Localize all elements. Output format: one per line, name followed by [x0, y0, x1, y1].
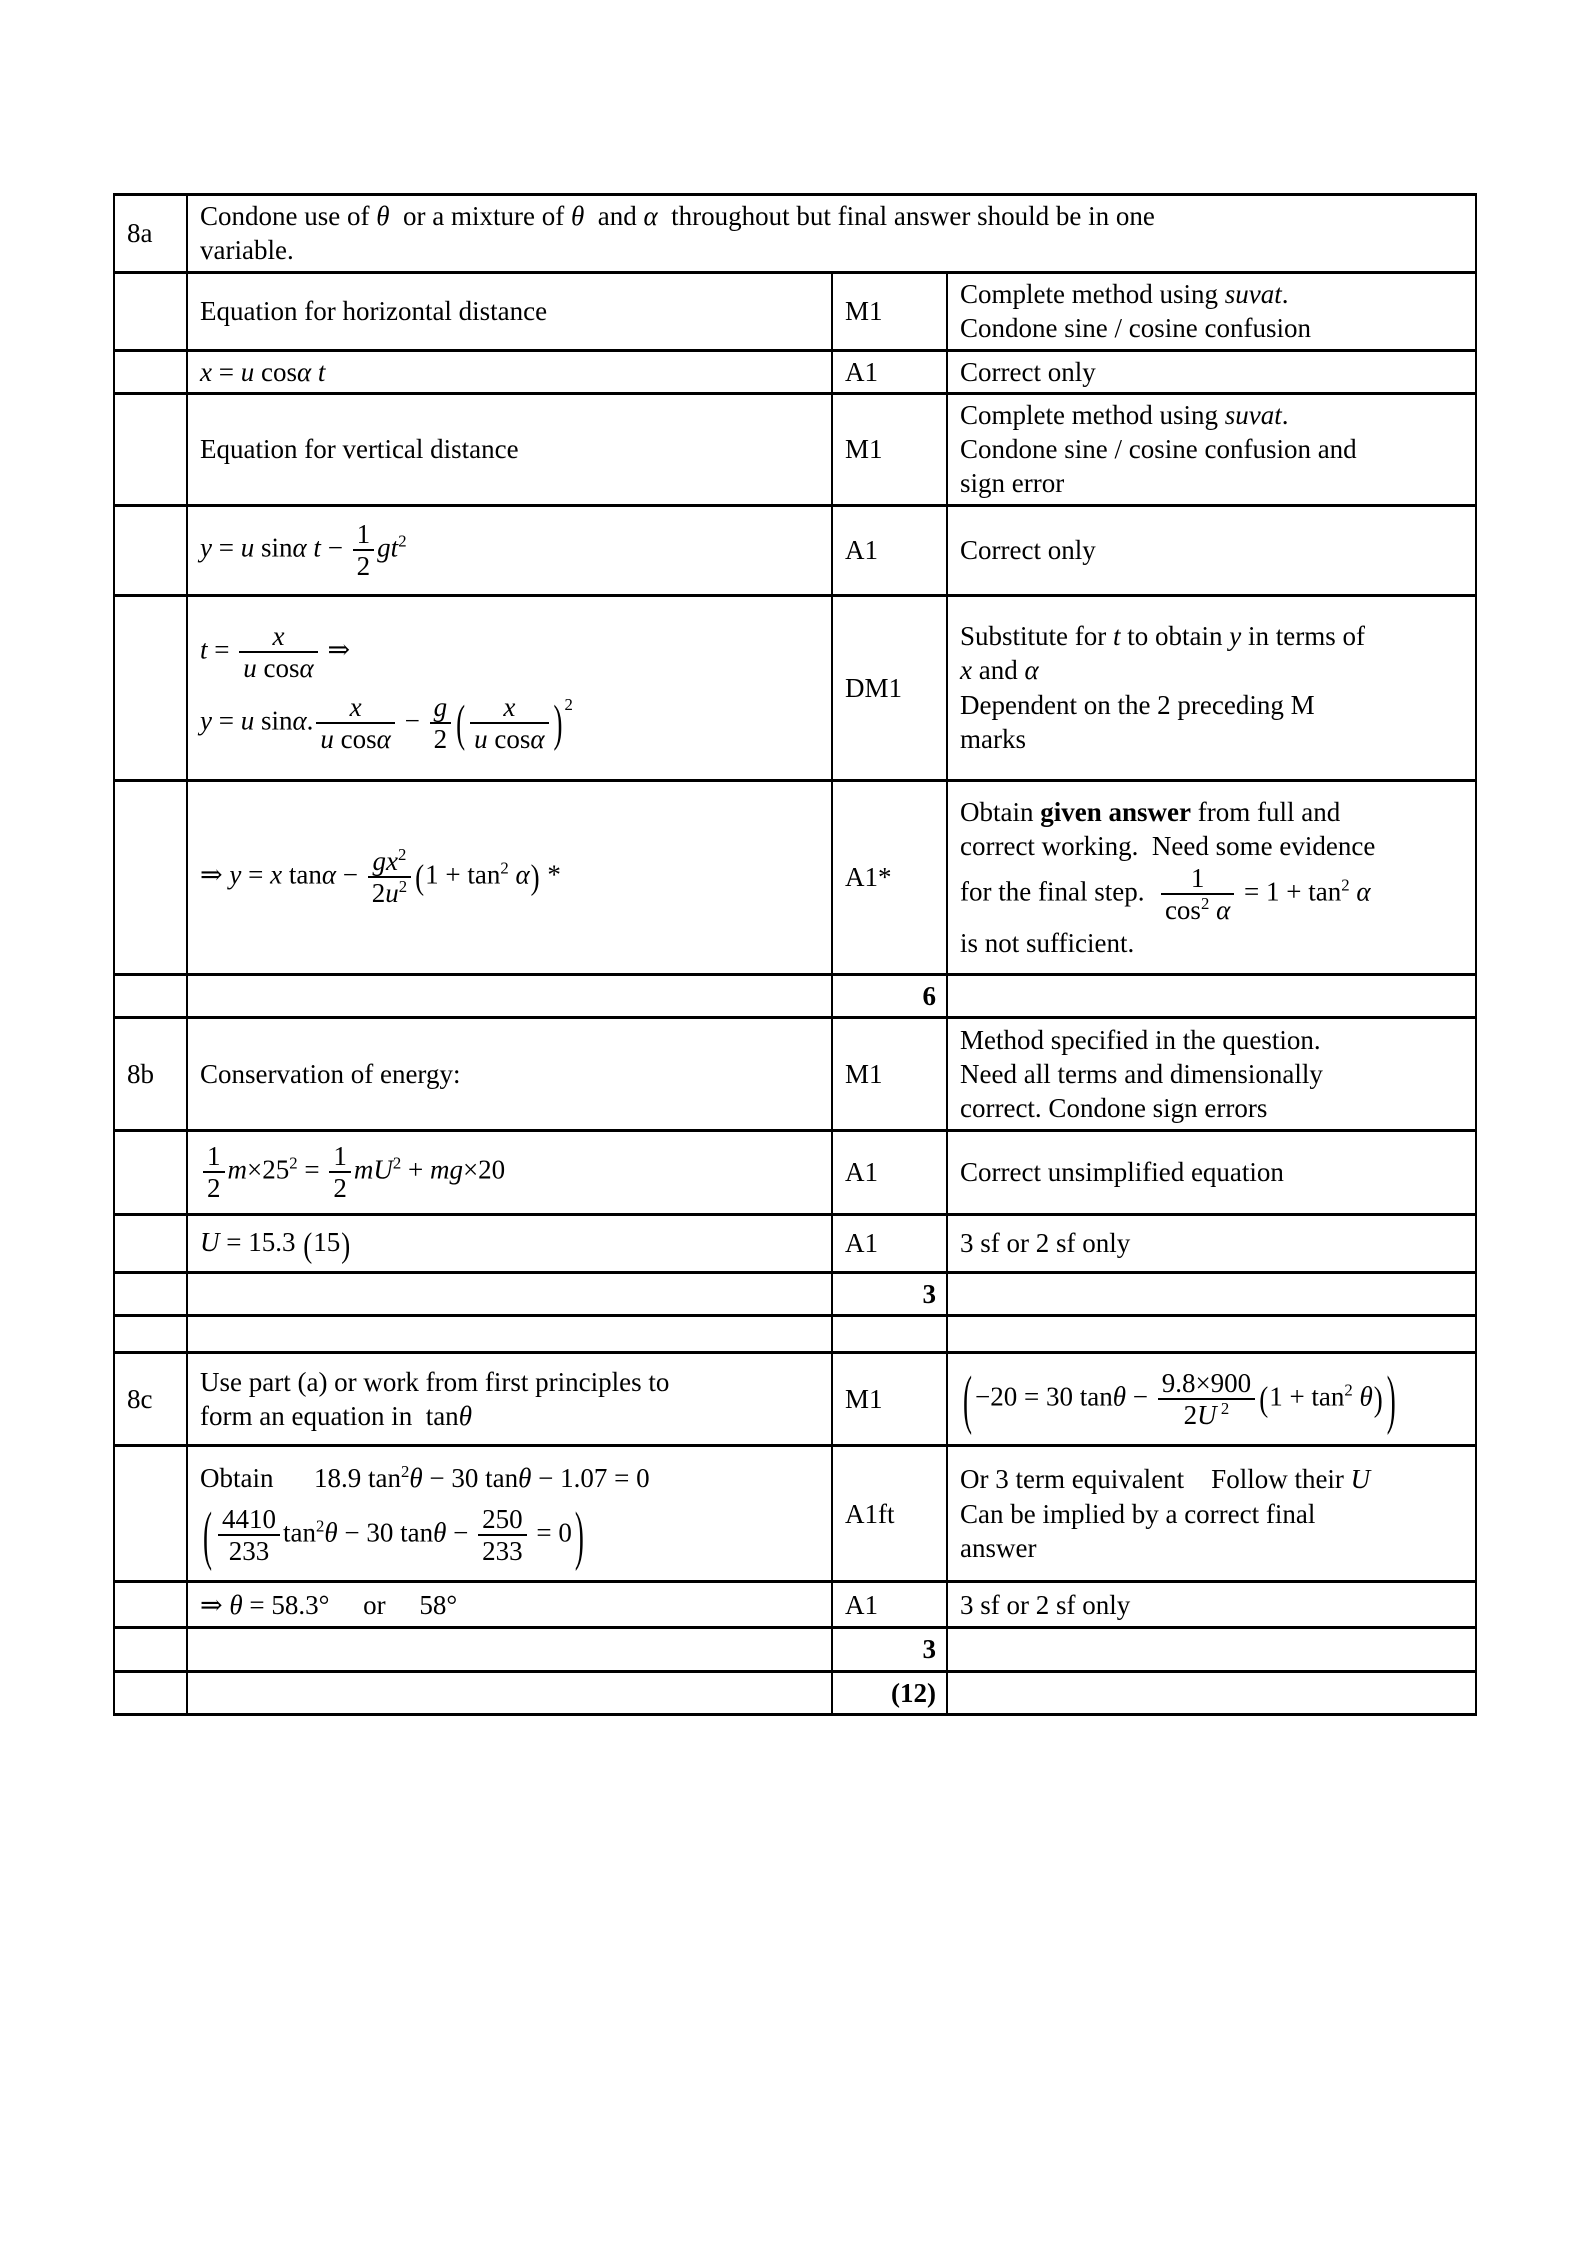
mark-cell: A1 [832, 350, 947, 393]
comment-cell [947, 1671, 1476, 1714]
working-cell [187, 974, 832, 1017]
working-cell [187, 1671, 832, 1714]
working-cell: x = u cosα t [187, 350, 832, 393]
mark-cell: M1 [832, 1017, 947, 1130]
empty-cell [832, 1316, 947, 1353]
question-label [114, 1628, 187, 1671]
comment-cell [947, 1628, 1476, 1671]
working-cell: U = 15.3 (15) [187, 1214, 832, 1272]
table-row [114, 195, 1476, 273]
table-row [114, 1017, 1476, 1130]
table-row [114, 1353, 1476, 1446]
working-cell: Equation for vertical distance [187, 393, 832, 505]
table-row [114, 1130, 1476, 1214]
working-cell: t = $\frac{x}{\text{u cosα}}$ ⇒ y = u sinα. $\frac{x}{\text{u cosα}}$ − $\frac{g}{2}$ ( $\frac{x}{\text{u cosα}}$ ) $^2$ [187, 595, 832, 780]
table-row [114, 1214, 1476, 1272]
table-row [114, 272, 1476, 350]
empty-cell [114, 1316, 187, 1353]
question-label [114, 1130, 187, 1214]
marks-grand-total-cell: (12) [832, 1671, 947, 1714]
question-label [114, 1671, 187, 1714]
mark-cell: DM1 [832, 595, 947, 780]
question-label [114, 1272, 187, 1315]
table-row [114, 595, 1476, 780]
comment-cell: Obtain given answer from full and correct working. Need some evidence for the final step. $\frac{1}{\cos^2 \alpha}$ = $1 + \tan^2 \alpha$ is not sufficient. [947, 780, 1476, 974]
question-label: 8c [114, 1353, 187, 1446]
working-cell [187, 1272, 832, 1315]
mark-cell: A1 [832, 1582, 947, 1628]
comment-cell [947, 974, 1476, 1017]
question-label [114, 1446, 187, 1582]
question-label [114, 1214, 187, 1272]
mark-cell: M1 [832, 1353, 947, 1446]
note-cell: Condone use of θ or a mixture of θ and α throughout but final answer should be in one variable. [187, 195, 1476, 273]
empty-cell [947, 1316, 1476, 1353]
comment-cell: ( −20 = 30 tanθ − $\frac{9.8\times 900}{2U ^2}$ $(1 + \tan^2 \theta)$ ) [947, 1353, 1476, 1446]
table-row [114, 1582, 1476, 1628]
working-cell [187, 1628, 832, 1671]
working-cell: y = u sinα t − $\frac{1}{2}$ $gt^2$ [187, 505, 832, 595]
comment-cell: 3 sf or 2 sf only [947, 1214, 1476, 1272]
table-row [114, 505, 1476, 595]
question-label [114, 393, 187, 505]
working-cell: ⇒ y = x tanα − $\frac{gx^2}{2u^2}$ $(1 + \tan^2 \alpha)$ * [187, 780, 832, 974]
working-cell: Conservation of energy: [187, 1017, 832, 1130]
question-label [114, 595, 187, 780]
question-label: 8b [114, 1017, 187, 1130]
marks-total-cell: 6 [832, 974, 947, 1017]
working-cell: Obtain 18.9 $\tan^2\theta - 30$ tanθ − 1.07 = 0 ( $\frac{4410}{233}$ $\tan^2\theta - 30$ tanθ − $\frac{250}{233}$ = 0 ) [187, 1446, 832, 1582]
mark-scheme-table [113, 193, 1477, 1716]
working-cell: Equation for horizontal distance [187, 272, 832, 350]
empty-cell [187, 1316, 832, 1353]
comment-cell: Substitute for t to obtain y in terms of x and α Dependent on the 2 preceding M marks [947, 595, 1476, 780]
mark-cell: A1ft [832, 1446, 947, 1582]
mark-cell: M1 [832, 272, 947, 350]
question-label [114, 974, 187, 1017]
comment-cell: Complete method using suvat. Condone sine / cosine confusion [947, 272, 1476, 350]
mark-cell: M1 [832, 393, 947, 505]
table-row [114, 350, 1476, 393]
comment-cell: Correct unsimplified equation [947, 1130, 1476, 1214]
table-row marks-total-row [114, 974, 1476, 1017]
mark-cell: A1 [832, 505, 947, 595]
table-row [114, 780, 1476, 974]
comment-cell: Complete method using suvat. Condone sine / cosine confusion and sign error [947, 393, 1476, 505]
mark-cell: A1 [832, 1130, 947, 1214]
mark-cell: A1* [832, 780, 947, 974]
question-label [114, 350, 187, 393]
question-label [114, 505, 187, 595]
comment-cell [947, 1272, 1476, 1315]
table-row marks-total-row [114, 1628, 1476, 1671]
question-label: 8a [114, 195, 187, 273]
comment-cell: Correct only [947, 505, 1476, 595]
comment-cell: Correct only [947, 350, 1476, 393]
table-row [114, 1446, 1476, 1582]
mark-cell: A1 [832, 1214, 947, 1272]
table-row marks-grand-total-row [114, 1671, 1476, 1714]
working-cell: Use part (a) or work from first principles to form an equation in tanθ [187, 1353, 832, 1446]
working-cell: $\frac{1}{2}$ $m\times 25^2$ = $\frac{1}{2}$ $mU^2 + mg\times 20$ [187, 1130, 832, 1214]
comment-cell: Or 3 term equivalent Follow their U Can be implied by a correct final answer [947, 1446, 1476, 1582]
question-label [114, 780, 187, 974]
marks-total-cell: 3 [832, 1272, 947, 1315]
comment-cell: 3 sf or 2 sf only [947, 1582, 1476, 1628]
working-cell: ⇒ θ = 58.3° or 58° [187, 1582, 832, 1628]
question-label [114, 272, 187, 350]
table-row empty-row [114, 1316, 1476, 1353]
marks-total-cell: 3 [832, 1628, 947, 1671]
table-row [114, 393, 1476, 505]
question-label [114, 1582, 187, 1628]
comment-cell: Method specified in the question. Need all terms and dimensionally correct. Condone sign errors [947, 1017, 1476, 1130]
table-row marks-total-row [114, 1272, 1476, 1315]
